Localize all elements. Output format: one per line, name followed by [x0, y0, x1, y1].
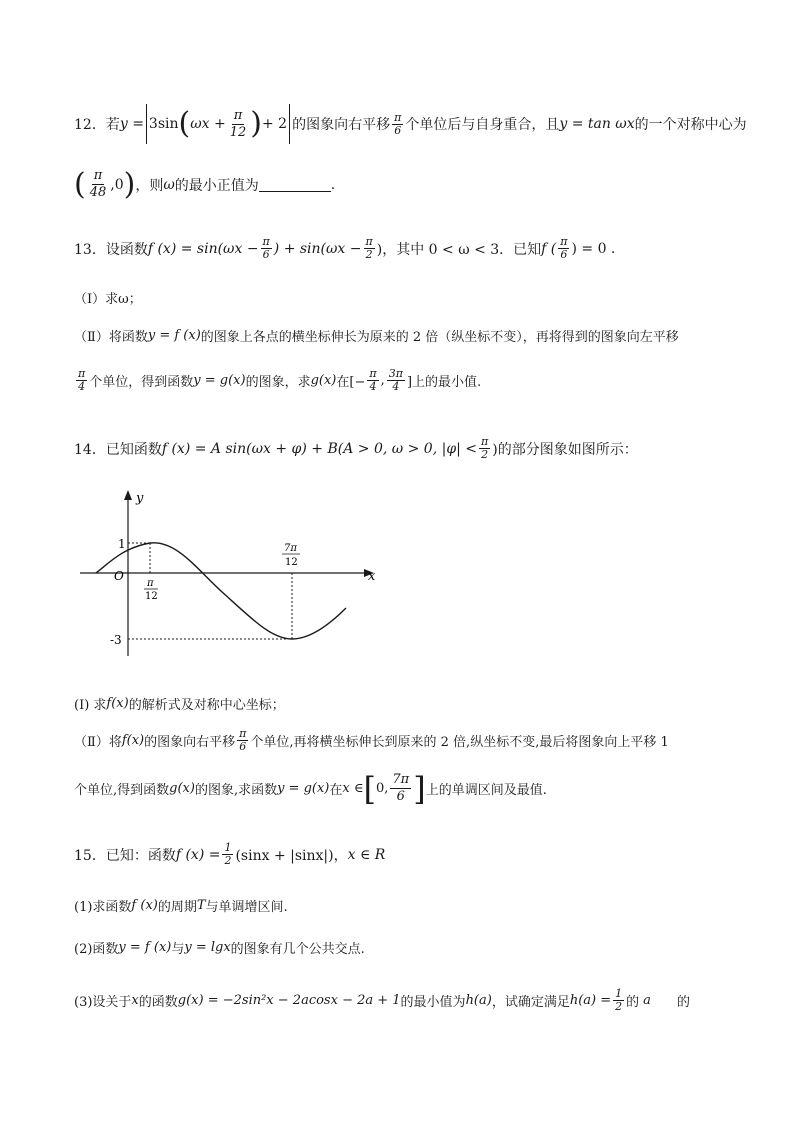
q13-expr-d: f (	[541, 240, 557, 257]
q14-part1-c: 的解析式及对称中心坐标；	[128, 698, 285, 713]
q14-expr: f (x) = A sin(ωx + φ) + B(A > 0, ω > 0, |φ| <	[161, 440, 478, 457]
q13-frac-a	[261, 236, 272, 261]
q14-part2-c: 的图象向右平移	[144, 735, 236, 750]
q12-frac-pi-48	[88, 168, 109, 201]
q15-part2	[74, 938, 365, 957]
q15-expr-a: f (x) =	[175, 846, 221, 863]
q13-frac-3pi	[387, 368, 405, 393]
frac-num: π	[365, 235, 373, 248]
q15-frac-half2	[613, 988, 624, 1013]
q13-part2-line2	[74, 368, 481, 393]
sine-curve	[96, 543, 346, 639]
q14-part2-d: 个单位,再将横坐标伸长到原来的 2 倍,纵坐标不变,最后将图象向上平移 1	[250, 735, 669, 750]
q13-frac-pi-4	[76, 368, 87, 393]
q12-number: 12．若	[74, 117, 120, 133]
q14-part2-line1	[74, 728, 669, 753]
y-max-label: 1	[118, 537, 126, 551]
q15-p3-d: g(x) = −2sin²x − 2acosx − 2a + 1	[177, 993, 401, 1008]
q15-p3-g: ，试确定满足	[491, 995, 570, 1010]
frac-den: 6	[396, 789, 405, 804]
x2-den: 12	[285, 557, 298, 568]
q15-p3-i: 的	[626, 995, 640, 1010]
frac-den: 48	[89, 185, 107, 200]
q12-text3: 的一个对称中心为	[634, 117, 747, 133]
q13-part2-h: 在[−	[336, 375, 366, 390]
frac-den: 6	[394, 123, 402, 137]
frac-num: π	[481, 435, 489, 448]
q12-tan: y = tan ωx	[559, 116, 635, 132]
y-axis-arrow	[124, 490, 132, 500]
q14-frac-pi-2	[479, 436, 490, 461]
paren-left: (	[74, 166, 86, 202]
frac-den: 2	[481, 448, 489, 461]
frac-num: 7π	[392, 772, 410, 787]
q15-p2-e: 的图象有几个公共交点.	[230, 942, 365, 957]
frac-num: π	[369, 367, 377, 380]
frac-den: 4	[78, 380, 86, 393]
q14-line1	[74, 436, 638, 461]
q13-part2-f: 的图象，求	[245, 375, 311, 390]
frac-den: 6	[262, 248, 270, 261]
q12-text2: 个单位后与自身重合，且	[405, 117, 560, 133]
q14-part2-k: 上的单调区间及最值.	[425, 783, 547, 798]
frac-num: π	[93, 168, 103, 183]
q15-p1-b: f (x)	[131, 898, 158, 913]
q13-frac-d	[558, 236, 569, 261]
bracket-right: ]	[413, 769, 426, 808]
q15-expr-b: (sinx + |sinx|)，	[235, 847, 348, 864]
q15-p2-b: y = f (x)	[118, 940, 172, 955]
q14-part1-a: (Ⅰ) 求	[74, 698, 107, 713]
q14-part1	[74, 694, 285, 713]
q12-3sin: 3sin	[148, 116, 179, 132]
y-axis-label: y	[136, 491, 144, 506]
q14-frac-7pi-6	[390, 772, 411, 805]
q15-line1	[74, 842, 385, 867]
q15-p1-e: 与单调增区间.	[205, 900, 288, 915]
q13-expr-a: f (x) = sin(ωx −	[147, 240, 259, 257]
q14-tail: )的部分图象如图所示：	[492, 441, 638, 458]
q15-frac-half	[222, 842, 233, 867]
q14-part2-e: 个单位,得到函数	[74, 783, 170, 798]
frac-num: π	[78, 367, 86, 380]
q13-number: 13．设函数	[74, 241, 148, 258]
abs-right	[289, 104, 290, 144]
q12-line2	[74, 168, 335, 201]
q15-p3-k: 的	[676, 995, 690, 1010]
q12-frac-pi-12	[228, 108, 249, 141]
q12-frac-pi-6	[392, 112, 403, 137]
q12-text5: 的最小正值为	[174, 177, 259, 194]
frac-num: π	[560, 235, 568, 248]
q12-end: .	[330, 176, 336, 193]
q15-p3-f: h(a)	[465, 993, 492, 1008]
q15-expr-c: x ∈ R	[347, 846, 386, 863]
q14-part2-b: f(x)	[121, 733, 145, 748]
q14-part2-line2	[74, 769, 547, 808]
q12-plus2: + 2	[262, 116, 288, 132]
q13-part2-d: 个单位，得到函数	[89, 375, 194, 390]
q12-text1: 的图象向右平移	[292, 117, 391, 133]
frac-den: 2	[365, 248, 373, 261]
q12-line1	[74, 104, 747, 144]
q13-expr-b: ) + sin(ωx −	[273, 240, 362, 257]
paren-right: )	[250, 106, 262, 141]
frac-num: 1	[224, 841, 232, 854]
frac-den: 4	[392, 380, 400, 393]
q13-part2-a: （Ⅱ）将函数	[74, 330, 148, 345]
frac-den: 12	[229, 124, 247, 140]
q15-p1-a: (1)求函数	[74, 900, 132, 915]
frac-num: π	[262, 235, 270, 248]
frac-den: 6	[560, 248, 568, 261]
q14-part2-a: （Ⅱ）将	[74, 735, 122, 750]
q14-part2-g: 的图象,求函数	[194, 783, 278, 798]
frac-num: π	[394, 110, 402, 124]
q15-p1-c: 的周期	[157, 900, 197, 915]
q15-p3-e: 的最小值为	[400, 995, 466, 1010]
q15-p2-c: 与	[171, 942, 185, 957]
q13-part2-line1	[74, 326, 679, 345]
q15-p2-a: (2)函数	[74, 942, 119, 957]
q15-p3-a: (3)设关于	[74, 995, 132, 1010]
bracket-left: [	[363, 769, 376, 808]
q12-text4: ，则	[135, 177, 164, 194]
q15-p3-h: h(a) =	[569, 993, 612, 1008]
q13-part2-b: y = f (x)	[147, 328, 201, 343]
y-min-label: -3	[110, 633, 122, 647]
q14-part2-h: y = g(x)	[277, 781, 330, 796]
x1-den: 12	[145, 591, 158, 602]
q14-graph	[76, 488, 386, 660]
q13-part2-g: g(x)	[310, 373, 337, 388]
x2-num: 7π	[284, 543, 297, 554]
q14-zero: 0,	[375, 781, 389, 796]
q13-comma: ,	[380, 373, 385, 388]
q12-omega-x: ωx +	[190, 116, 226, 132]
q13-expr-c: )，其中 0 < ω < 3．已知	[376, 241, 542, 258]
q14-part2-i: 在	[329, 783, 343, 798]
frac-den: 2	[224, 854, 232, 867]
q14-part2-f: g(x)	[169, 781, 195, 796]
x1-num: π	[147, 578, 154, 589]
q15-part1	[74, 896, 288, 915]
paren-left: (	[178, 106, 191, 141]
q15-p3-j: a	[643, 993, 651, 1008]
q12-zero: ,0	[110, 176, 124, 193]
q14-number: 14．已知函数	[74, 441, 162, 458]
q15-part3	[74, 988, 690, 1013]
q13-part1	[74, 288, 142, 307]
abs-left	[146, 104, 147, 144]
x-axis-label: x	[368, 569, 376, 584]
q15-p3-b: x	[131, 993, 139, 1008]
frac-den: 2	[615, 1000, 623, 1013]
q12-y-eq: y =	[119, 116, 144, 132]
q15-p3-c: 的函数	[138, 995, 178, 1010]
paren-right: )	[123, 166, 136, 202]
frac-num: 1	[615, 987, 623, 1000]
q13-line1	[74, 236, 615, 261]
frac-den: 4	[369, 380, 377, 393]
q15-number: 15．已知：函数	[74, 847, 176, 864]
origin-label: O	[114, 569, 124, 583]
frac-den: 6	[239, 740, 247, 753]
q13-part1-text: （Ⅰ）求ω；	[74, 292, 142, 307]
q13-part2-i: ]上的最小值.	[406, 375, 482, 390]
q14-part2-j: x ∈	[342, 781, 364, 796]
frac-num: 3π	[388, 367, 403, 380]
q12-omega: ω	[163, 176, 175, 193]
q15-p1-d: T	[196, 898, 206, 913]
q14-part1-b: f(x)	[106, 696, 129, 711]
q13-frac-b	[364, 236, 375, 261]
frac-num: π	[233, 107, 243, 123]
answer-blank[interactable]	[259, 177, 331, 192]
q13-expr-e: ) = 0 .	[571, 240, 616, 257]
q15-p2-d: y = lgx	[184, 940, 231, 955]
q13-part2-e: y = g(x)	[193, 373, 246, 388]
q14-frac-pi-6	[237, 728, 248, 753]
q13-part2-c: 的图象上各点的横坐标伸长为原来的 2 倍（纵坐标不变），再将得到的图象向左平移	[200, 330, 679, 345]
frac-num: π	[239, 727, 247, 740]
q13-frac-neg	[367, 368, 378, 393]
